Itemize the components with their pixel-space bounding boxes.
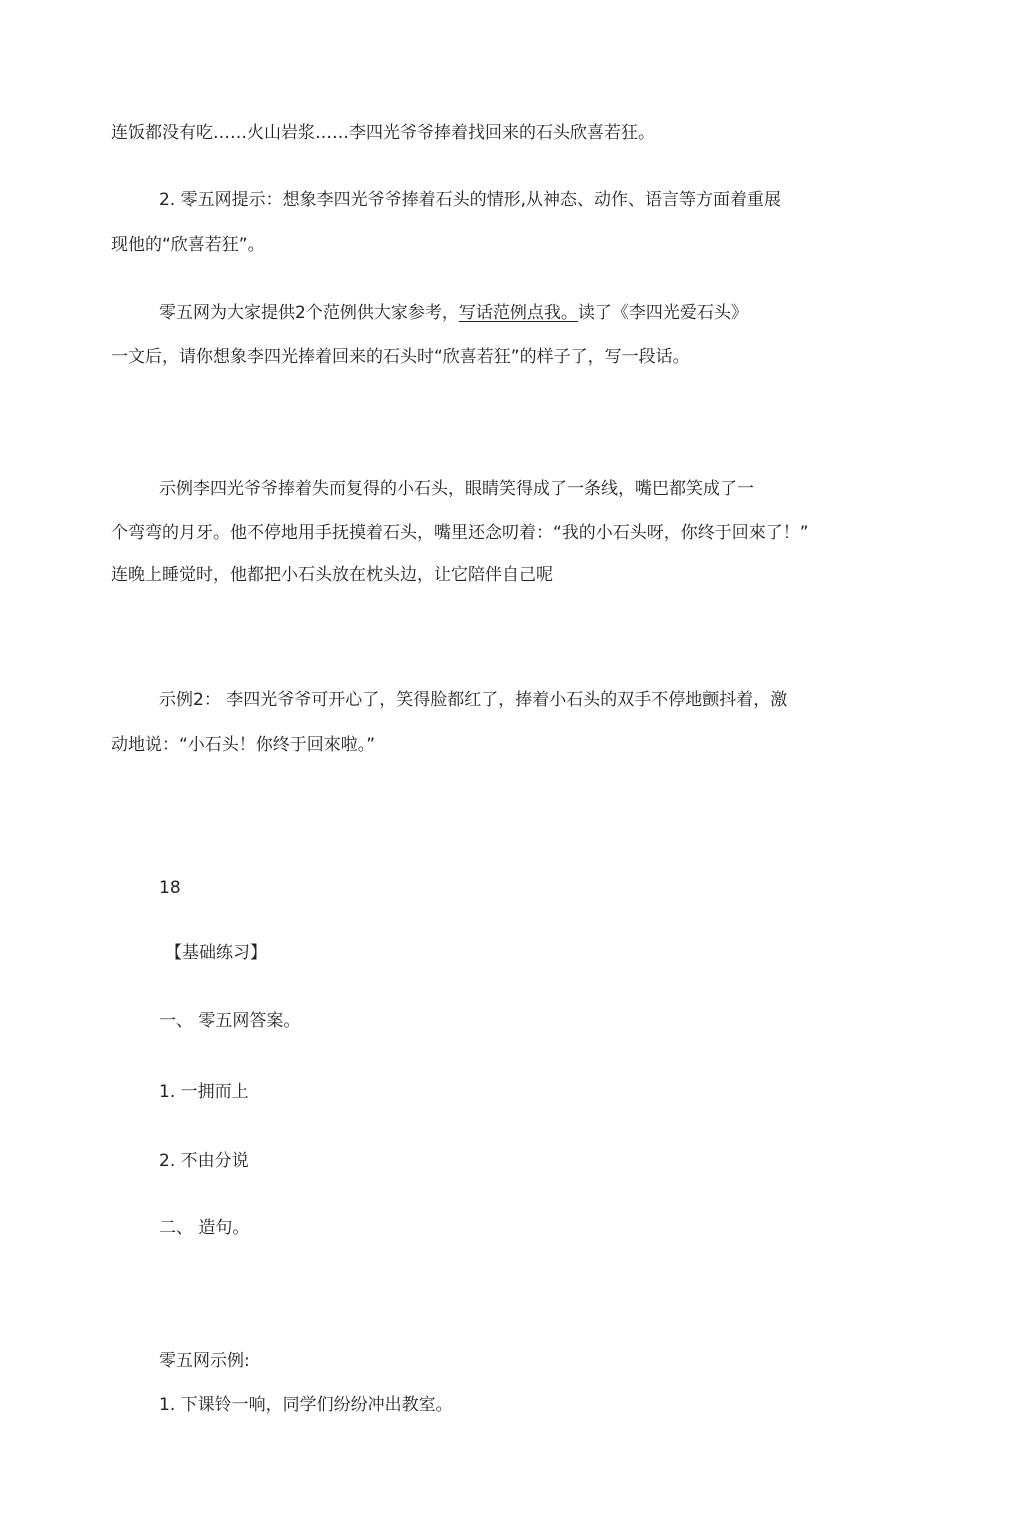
example-2-line-2: 动地说：“小石头！你终于回來啦。” <box>111 735 376 755</box>
answer-item-1: 1. 一拥而上 <box>159 1082 249 1102</box>
example-1-line-1: 示例李四光爷爷捧着失而复得的小石头，眼睛笑得成了一条线，嘴巴都笑成了一 <box>159 479 754 499</box>
intro-text: 零五网为大家提供2个范例供大家参考， <box>159 303 459 323</box>
intro-text-after-link: 读了《李四光爱石头》 <box>577 303 748 323</box>
task-line: 一文后，请你想象李四光捧着回来的石头时“欣喜若狂”的样子了，写一段话。 <box>111 347 690 367</box>
part-two-heading: 二、 造句。 <box>159 1218 250 1238</box>
example-2-line-1: 示例2： 李四光爷爷可开心了，笑得脸都红了，捧着小石头的双手不停地颤抖着，激 <box>159 690 788 710</box>
text-line-3: 现他的“欣喜若狂”。 <box>111 235 265 255</box>
hint-line: 2. 零五网提示：想象李四光爷爷捧着石头的情形,从神态、动作、语言等方面着重展 <box>159 190 782 210</box>
example-1-line-3: 连晚上睡觉时，他都把小石头放在枕头边，让它陪伴自己呢 <box>111 565 553 585</box>
intro-line <box>159 302 748 324</box>
example-1-line-2: 个弯弯的月牙。他不停地用手抚摸着石头，嘴里还念叨着：“我的小石头呀，你终于回來了！” <box>111 523 809 543</box>
text-line-1: 连饭都没有吃……火山岩浆……李四光爷爷捧着找回来的石头欣喜若狂。 <box>111 123 655 143</box>
answer-item-2: 2. 不由分说 <box>159 1151 249 1171</box>
lesson-number: 18 <box>159 878 181 898</box>
part-one-heading: 一、 零五网答案。 <box>159 1011 301 1031</box>
section-heading: 【基础练习】 <box>165 943 267 963</box>
example-heading: 零五网示例: <box>159 1351 250 1371</box>
sample-link[interactable]: 写话范例点我。 <box>458 303 578 323</box>
sentence-example-1: 1. 下课铃一响，同学们纷纷冲出教室。 <box>159 1395 453 1415</box>
